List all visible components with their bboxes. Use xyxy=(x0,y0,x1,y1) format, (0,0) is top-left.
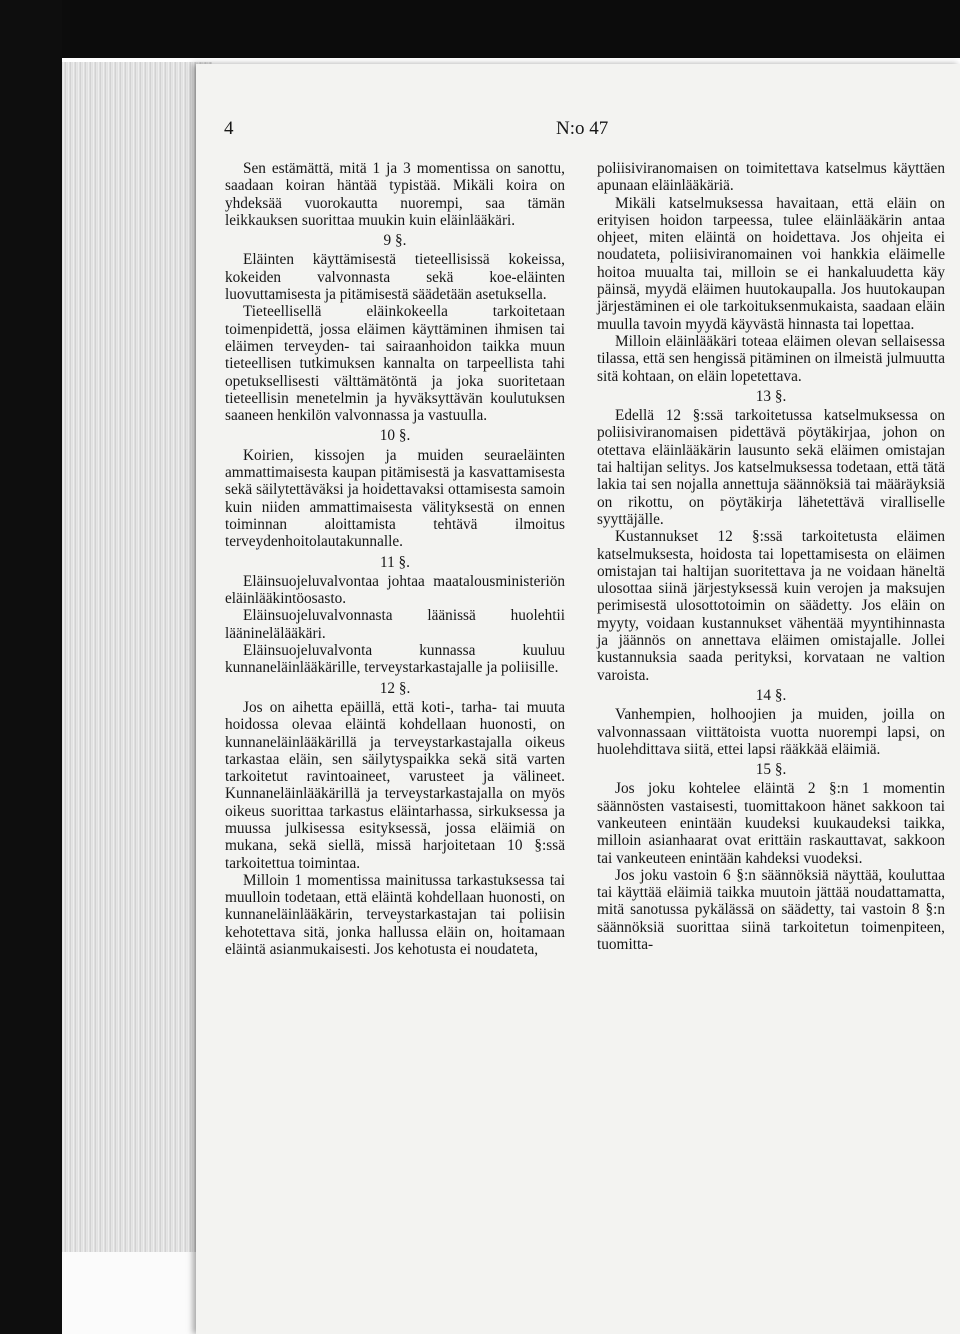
left-text-column xyxy=(225,160,565,958)
paragraph: Eläinten käyttämisestä tieteellisissä kokeissa, kokeiden valvonnasta sekä koe-eläinten luovuttamisesta ja pitämisestä säädetään asetuksella. xyxy=(225,251,565,304)
paragraph: poliisiviranomaisen on toimitettava katselmus käyttäen apunaan eläinlääkäriä. xyxy=(597,160,945,195)
section-heading-15: 15 §. xyxy=(755,761,787,779)
section-heading-12: 12 §. xyxy=(379,679,411,697)
issue-number: N:o 47 xyxy=(556,118,609,139)
paragraph: Sen estämättä, mitä 1 ja 3 momentissa on sanottu, saadaan koiran häntää typistää. Mikäli koira on yhdeksää vuorokautta nuorempi, saa tämän leikkauksen suorittaa muukin kuin eläinlääkäri. xyxy=(225,160,565,229)
paragraph: Vanhempien, holhoojien ja muiden, joilla on valvonnassaan viittätoista vuotta nuorempi lapsi, on huolehdittava siitä, ettei lapsi rääkkää eläimiä. xyxy=(597,706,945,758)
section-heading-10: 10 §. xyxy=(379,427,411,445)
book-page-edges xyxy=(62,62,212,1252)
section-heading-9: 9 §. xyxy=(383,232,407,250)
scanner-background-top xyxy=(0,0,960,58)
paragraph: Tieteellisellä eläinkokeella tarkoitetaan toimenpidettä, jossa eläimen käyttäminen ihmisen tai eläimen terveyden- tai sairaanhoidon taikka muun tieteellisen tutkimuksen kannalta on tarpeellista tahi opetuksellisesti välttämätöntä ja joka suoritetaan tieteellisin menetelmin ja hyväksyttävän koulutuksen saaneen henkilön valvonnassa ja vastuulla. xyxy=(225,303,565,425)
right-text-column xyxy=(597,160,945,953)
paragraph: Eläinsuojeluvalvontaa johtaa maatalousministeriön eläinlääkintöosasto. xyxy=(225,572,565,608)
paragraph: Milloin eläinlääkäri toteaa eläimen olevan sellaisessa tilassa, että sen hengissä pitäminen on ilmeistä julmuutta sitä kohtaan, on eläin lopetettava. xyxy=(597,332,945,385)
paragraph: Mikäli katselmuksessa havaitaan, että eläin on erityisen hoidon tarpeessa, tulee eläinlääkärin antaa ohjeet, miten eläintä on hoidettava. Jos ohjeita ei noudateta, poliisiviranomainen voi hankkia eläimelle hoitoa muualta tai, milloin se ei hankaluudetta käy päinsä, myydä eläimen huutokaupalla. Jos huutokaupan järjestäminen ei ole tarkoituksenmukaista, saadaan eläin muulla tavoin myydä käyvästä hinnasta tai lopettaa. xyxy=(597,194,945,333)
scanner-background-left xyxy=(0,0,62,1334)
paragraph: Koirien, kissojen ja muiden seuraeläinten ammattimaisesta kaupan pitämisestä ja kasvattamisesta sekä säilytettäväksi ja hoidettavaksi ottamisesta samoin kuin niiden ammattimaisesta välityksestä on ennen toiminnan aloittamista tehtävä ilmoitus terveydenhoitolautakunnalle. xyxy=(225,446,565,551)
paragraph: Eläinsuojeluvalvonta kunnassa kuuluu kunnaneläinlääkärille, terveystarkastajalle ja poliisille. xyxy=(225,642,565,677)
section-heading-14: 14 §. xyxy=(755,686,787,704)
paragraph: Kustannukset 12 §:ssä tarkoitetusta eläimen katselmuksesta, hoidosta tai lopettamisesta on eläimen omistajan tai haltijan suoritettava ja ne voidaan häneltä ulosottaa siinä järjestyksessä kuin verojen ja maksujen perimisestä ulosottotoimin on säädetty. Jos eläin on myyty, voidaan kustannukset vähentää myyntihinnasta ja jäännös on annettava eläimen omistajalle. Jollei kustannuksia saada perityksi, korvataan ne valtion varoista. xyxy=(597,528,945,684)
section-heading-11: 11 §. xyxy=(379,553,411,571)
paragraph: Milloin 1 momentissa mainitussa tarkastuksessa tai muulloin todetaan, että eläintä kohdellaan huonosti, on kunnaneläinlääkärin, terveystarkastajan tai poliisin kehotettava sitä, jonka hallussa eläin on, hoitamaan eläintä asianmukaisesti. Jos kehotusta ei noudateta, xyxy=(225,871,565,959)
paragraph: Edellä 12 §:ssä tarkoitetussa katselmuksessa on poliisiviranomaisen pidettävä pöytäkirjaa, johon on otettava eläinlääkärin lausunto sekä eläimen omistajan tai haltijan selitys. Jos katselmuksessa todetaan, että tätä lakia tai sen nojalla annettuja säännöksiä tai määräyksiä on rikottu, on pöytäkirja lähetettävä viralliselle syyttäjälle. xyxy=(597,407,945,528)
paragraph: Jos joku vastoin 6 §:n säännöksiä näyttää, kouluttaa tai käyttää eläimiä taikka muutoin jättää noudattamatta, mitä sanotussa pykälässä on säädetty, tai vastoin 8 §:n säännöksiä suorittaa siinä tarkoitetun toimenpiteen, tuomitta- xyxy=(597,866,945,954)
section-heading-13: 13 §. xyxy=(755,387,787,405)
paragraph: Jos joku kohtelee eläintä 2 §:n 1 momentin säännösten vastaisesti, tuomittakoon hänet sakkoon tai vankeuteen enintään kuudeksi kuukaudeksi taikka, milloin asianhaarat ovat erittäin raskauttavat, sakkoon tai vankeuteen enintään kahdeksi vuodeksi. xyxy=(597,780,945,867)
paragraph: Jos on aihetta epäillä, että koti-, tarha- tai muuta hoidossa olevaa eläintä kohdellaan huonosti, on kunnaneläinlääkärillä ja terveystarkastajalla oikeus tarkastaa eläin, sen säilytyspaikka sekä sitä varten tarkoitetut ravintoaineet, varusteet ja välineet. Kunnaneläinlääkärillä ja terveystarkastajalla on myös oikeus suorittaa tarkastus eläintarhassa, sirkuksessa ja muussa julkisessa esityksessä, jossa eläimiä on mukana, sekä siellä, missä harjoitetaan 10 §:ssä tarkoitettua toimintaa. xyxy=(225,698,565,872)
paragraph: Eläinsuojeluvalvonnasta läänissä huolehtii lääninelälääkäri. xyxy=(225,607,565,642)
page-number: 4 xyxy=(224,118,234,139)
